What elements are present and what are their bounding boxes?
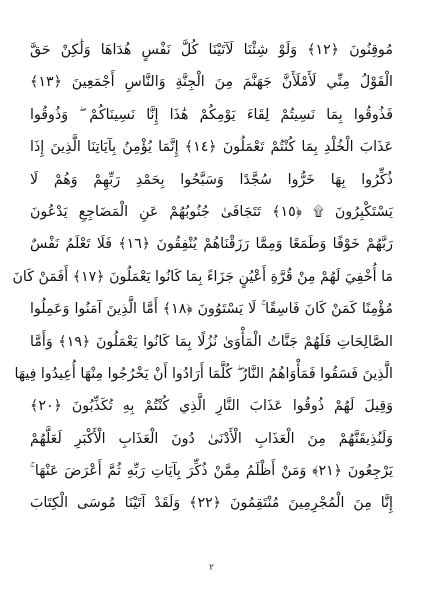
verse-line: رَبَّهُمْ خَوْفًا وَطَمَعًا وَمِمَّا رَزَقْنَاهُمْ يُنْفِقُونَ ﴿١٦﴾ فَلَا تَعْلَمُ نَفْسٌ	[30, 236, 393, 253]
verse-line: عَذَابَ الْخُلْدِ بِمَا كُنْتُمْ تَعْمَلُونَ ﴿١٤﴾ إِنَّمَا يُؤْمِنُ بِآيَاتِنَا الَّذِينَ إِذَا	[30, 139, 393, 156]
verse-line: الَّذِينَ فَسَقُوا فَمَأْوَاهُمُ النَّارُ ۖ كُلَّمَا أَرَادُوا أَنْ يَخْرُجُوا مِنْهَا أُعِيدُوا فِيهَا	[14, 365, 393, 382]
verse-line: مُؤْمِنًا كَمَنْ كَانَ فَاسِقًا ۚ لَا يَسْتَوُونَ ﴿١٨﴾ أَمَّا الَّذِينَ آمَنُوا وَعَمِلُوا	[30, 301, 393, 318]
verse-text-block	[12, 34, 393, 520]
verse-line: فَذُوقُوا بِمَا نَسِيتُمْ لِقَاءَ يَوْمِكُمْ هَٰذَا إِنَّا نَسِينَاكُمْ ۖ وَذُوقُوا	[30, 106, 393, 123]
verse-line: ذُكِّرُوا بِهَا خَرُّوا سُجَّدًا وَسَبَّحُوا بِحَمْدِ رَبِّهِمْ وَهُمْ لَا	[30, 171, 393, 188]
verse-line: مَا أُخْفِيَ لَهُمْ مِنْ قُرَّةِ أَعْيُنٍ جَزَاءً بِمَا كَانُوا يَعْمَلُونَ ﴿١٧﴾ أَفَمَنْ كَانَ	[12, 268, 393, 285]
verse-line: الصَّالِحَاتِ فَلَهُمْ جَنَّاتُ الْمَأْوَىٰ نُزُلًا بِمَا كَانُوا يَعْمَلُونَ ﴿١٩﴾ وَأَمَّا	[30, 333, 393, 350]
verse-line: وَلَنُذِيقَنَّهُمْ مِنَ الْعَذَابِ الْأَدْنَىٰ دُونَ الْعَذَابِ الْأَكْبَرِ لَعَلَّهُمْ	[30, 430, 393, 447]
verse-line: إِنَّا مِنَ الْمُجْرِمِينَ مُنْتَقِمُونَ ﴿٢٢﴾ وَلَقَدْ آتَيْنَا مُوسَى الْكِتَابَ	[30, 495, 393, 512]
verse-line: يَسْتَكْبِرُونَ ۩ ﴿١٥﴾ تَتَجَافَىٰ جُنُوبُهُمْ عَنِ الْمَضَاجِعِ يَدْعُونَ	[30, 203, 393, 220]
verse-line: يَرْجِعُونَ ﴿٢١﴾ وَمَنْ أَظْلَمُ مِمَّنْ ذُكِّرَ بِآيَاتِ رَبِّهِ ثُمَّ أَعْرَضَ عَنْهَا ۚ	[30, 463, 393, 480]
verse-line: مُوقِنُونَ ﴿١٢﴾ وَلَوْ شِئْنَا لَآتَيْنَا كُلَّ نَفْسٍ هُدَاهَا وَلَٰكِنْ حَقَّ	[30, 42, 393, 58]
verse-line: الْقَوْلُ مِنِّي لَأَمْلَأَنَّ جَهَنَّمَ مِنَ الْجِنَّةِ وَالنَّاسِ أَجْمَعِينَ ﴿١٣﴾	[30, 74, 393, 91]
page-number: ٢	[209, 563, 214, 573]
verse-line: وَقِيلَ لَهُمْ ذُوقُوا عَذَابَ النَّارِ الَّذِي كُنْتُمْ بِهِ تُكَذِّبُونَ ﴿٢٠﴾	[30, 398, 393, 415]
